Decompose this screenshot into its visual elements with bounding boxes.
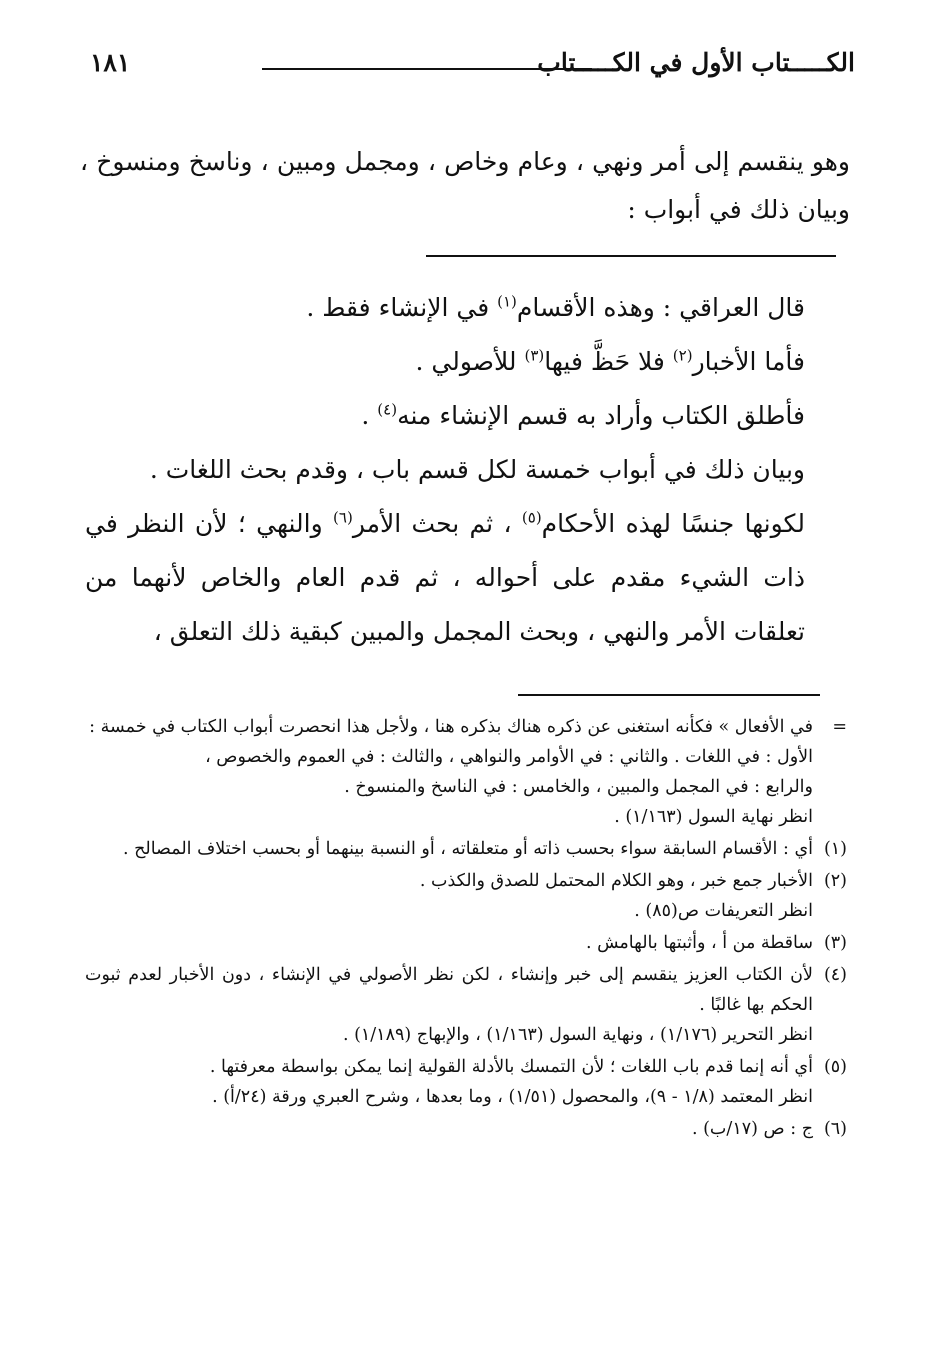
intro-paragraph [80, 138, 850, 234]
footnote-continuation: = في الأفعال » فكأنه استغنى عن ذكره هناك بذكره هنا ، ولأجل هذا انحصرت أبواب الكتاب في خمسة : الأول : في اللغات . والثاني : في الأوامر والنواهي ، والثالث : في العموم والخصوص ، والرابع : في المجمل والمبين ، والخامس : في الناسخ والمنسوخ . انظر نهاية السول (١/١٦٣) . [89, 717, 847, 827]
footnote-6: (٦) ج : ص (١٧/ب) . [691, 1119, 847, 1139]
footnote-4: (٤) لأن الكتاب العزيز ينقسم إلى خبر وإنشاء ، لكن نظر الأصولي في الإنشاء ، دون الأخبار لعدم ثبوت الحكم بها غالبًا . انظر التحرير (١/١٧٦) ، ونهاية السول (١/١٦٣) ، والإبهاج (١/١٨٩) . [85, 965, 847, 1045]
intro-text: وهو ينقسم إلى أمر ونهي ، وعام وخاص ، ومجمل ومبين ، وناسخ ومنسوخ ، وبيان ذلك في أبواب : [80, 147, 850, 224]
commentary-line-1: قال العراقي : وهذه الأقسام$^{(١)}$ في الإنشاء فقط . [306, 292, 805, 322]
commentary-paragraph: لكونها جنسًا لهذه الأحكام$^{(٥)}$ ، ثم بحث الأمر$^{(٦)}$ والنهي ؛ لأن النظر في ذات الشيء مقدم على أحواله ، ثم قدم العام والخاص لأنهما من تعلقات الأمر والنهي ، وبحث المجمل والمبين كبقية ذلك التعلق ، [85, 508, 805, 646]
page-header [90, 48, 855, 98]
footnote-divider [518, 694, 820, 696]
footnote-2: (٢) الأخبار جمع خبر ، وهو الكلام المحتمل للصدق والكذب . انظر التعريفات ص(٨٥) . [419, 871, 847, 921]
section-divider [426, 255, 836, 257]
footnote-1: (١) أي : الأقسام السابقة سواء بحسب ذاته أو متعلقاته ، أو النسبة بينهما أو بحسب اختلاف المصالح . [122, 839, 847, 859]
commentary-block [85, 281, 850, 659]
commentary-line-4: وبيان ذلك في أبواب خمسة لكل قسم باب ، وقدم بحث اللغات . [149, 455, 805, 484]
running-title: الكـــــتاب الأول في الكـــــتاب [537, 48, 855, 77]
footnote-5: (٥) أي أنه إنما قدم باب اللغات ؛ لأن التمسك بالأدلة القولية إنما يمكن بواسطة معرفتها . انظر المعتمد (١/٨ - ٩)، والمحصول (١/٥١) ، وما بعدها ، وشرح العبري ورقة (٢٤/أ) . [209, 1057, 847, 1107]
footnotes [85, 712, 847, 1146]
footnote-3: (٣) ساقطة من أ ، وأثبتها بالهامش . [585, 933, 847, 953]
header-rule [262, 68, 592, 70]
commentary-line-2: فأما الأخبار$^{(٢)}$ فلا حَظَّ فيها$^{(٣)}$ للأصولي . [415, 346, 805, 376]
commentary-line-3: فأطلق الكتاب وأراد به قسم الإنشاء منه$^{(٤)}$ . [361, 400, 805, 430]
page-number: ١٨١ [90, 48, 131, 77]
